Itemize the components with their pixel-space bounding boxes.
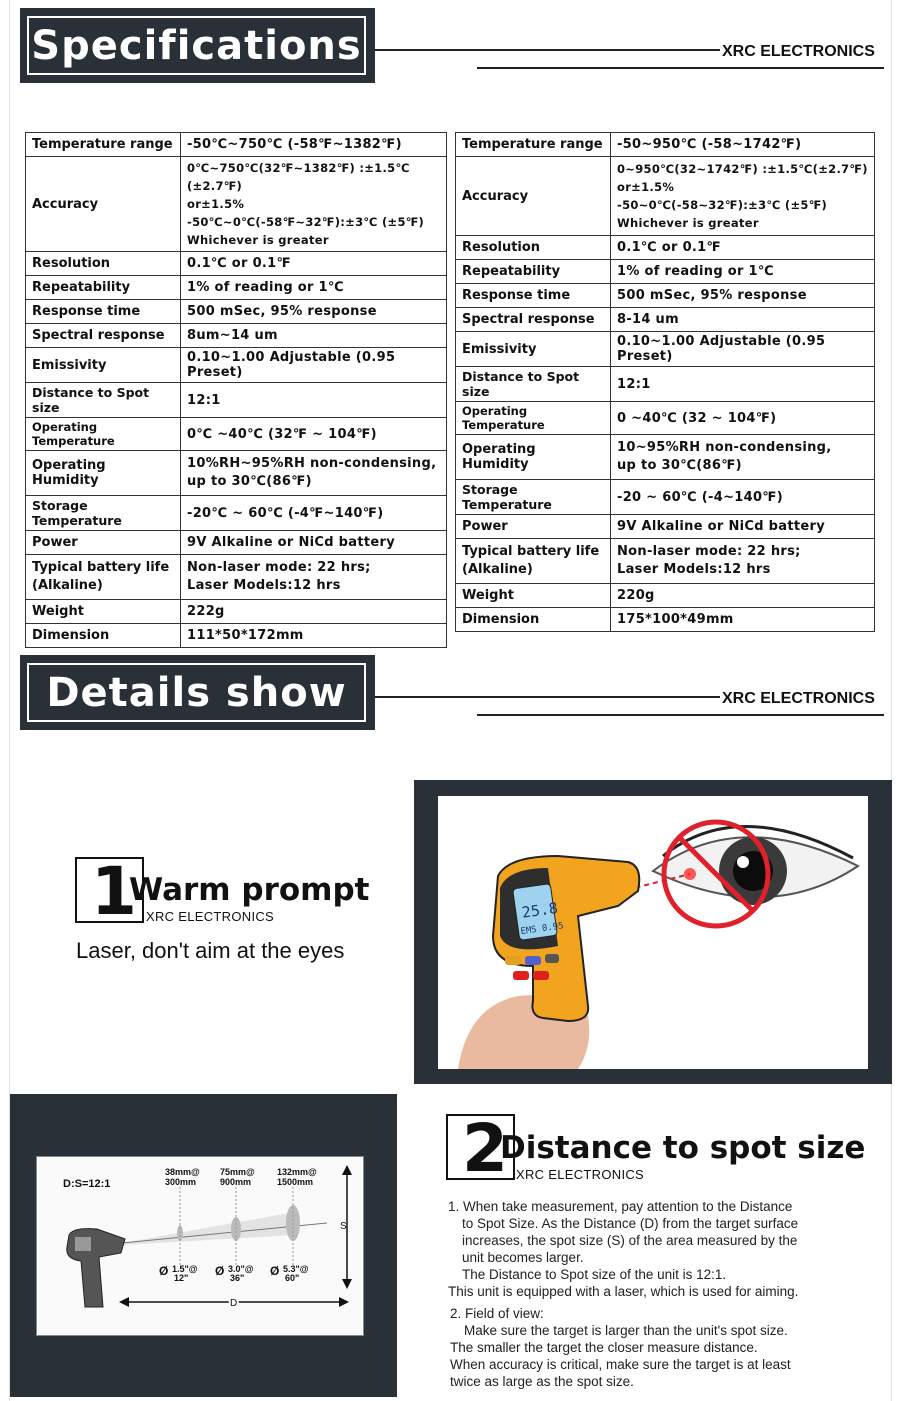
details-title: Details show xyxy=(46,669,347,716)
spec-value: 500 mSec, 95% response xyxy=(611,284,875,308)
spec-row xyxy=(456,435,875,480)
spec-value: 9V Alkaline or NiCd battery xyxy=(181,531,447,555)
dist-text-line: unit becomes larger. xyxy=(462,1250,584,1265)
header-rule xyxy=(375,49,720,51)
spec-key: Weight xyxy=(456,584,611,608)
header-rule-lower xyxy=(477,67,884,69)
ir-thermometer-icon xyxy=(493,856,639,1021)
spec-row xyxy=(26,133,447,157)
spec-value: 12:1 xyxy=(181,383,447,418)
spec-key: Temperature range xyxy=(456,133,611,157)
distance-diagram-frame xyxy=(10,1094,397,1397)
feature1-title: Warm prompt xyxy=(129,872,370,908)
spec-row xyxy=(26,624,447,648)
spec-value: 220g xyxy=(611,584,875,608)
top-label-3b: 1500mm xyxy=(277,1177,314,1187)
spec-key: Emissivity xyxy=(26,348,181,383)
diameter-symbol-2: Ø xyxy=(215,1264,225,1278)
spec-row xyxy=(456,157,875,236)
spec-row xyxy=(456,539,875,584)
spec-key: Operating Humidity xyxy=(26,451,181,496)
spec-row xyxy=(456,260,875,284)
spec-row xyxy=(456,133,875,157)
spec-value: 0.1℃ or 0.1℉ xyxy=(611,236,875,260)
feature1-number: 1 xyxy=(91,853,137,930)
spec-key: Typical battery life (Alkaline) xyxy=(26,555,181,600)
spec-value: 8-14 um xyxy=(611,308,875,332)
bottom-label-2b: 36" xyxy=(230,1273,245,1283)
specifications-header-frame xyxy=(27,16,366,75)
d-label: D xyxy=(230,1298,238,1309)
spec-value: 10%RH~95%RH non-condensing, up to 30℃(86℉) xyxy=(181,451,447,496)
spec-key: Resolution xyxy=(26,252,181,276)
spec-row xyxy=(26,157,447,252)
spec-value: 0.10~1.00 Adjustable (0.95 Preset) xyxy=(611,332,875,367)
spec-key: Emissivity xyxy=(456,332,611,367)
dist-text-line: When accuracy is critical, make sure the target is at least xyxy=(450,1357,791,1372)
spec-row xyxy=(456,608,875,632)
spec-key: Weight xyxy=(26,600,181,624)
product-detail-page xyxy=(9,0,892,1401)
display-temp: 25.8 xyxy=(520,898,560,922)
top-label-2b: 900mm xyxy=(220,1177,252,1187)
spec-key: Response time xyxy=(26,300,181,324)
dist-text-line: Make sure the target is larger than the unit's spot size. xyxy=(464,1323,788,1338)
spec-key: Dimension xyxy=(26,624,181,648)
distance-spot-diagram xyxy=(37,1157,364,1336)
bottom-label-1a: 1.5"@ xyxy=(172,1264,198,1274)
feature1-brand: XRC ELECTRONICS xyxy=(146,909,275,924)
warning-photo-frame xyxy=(414,780,892,1084)
dist-text-line: The smaller the target the closer measure distance. xyxy=(450,1340,758,1355)
diameter-symbol-3: Ø xyxy=(270,1264,280,1278)
dist-text-line: increases, the spot size (S) of the area measured by the xyxy=(462,1233,798,1248)
spec-value: 0℃~750℃(32℉~1382℉) :±1.5℃(±2.7℉) or±1.5% -50℃~0℃(-58℉~32℉):±3℃ (±5℉) Whichever is greater xyxy=(181,157,447,252)
spec-row xyxy=(456,284,875,308)
spec-row xyxy=(456,308,875,332)
spec-value: 1% of reading or 1℃ xyxy=(611,260,875,284)
dist-text-line: 1. When take measurement, pay attention to the Distance xyxy=(448,1199,793,1214)
dist-text-line: This unit is equipped with a laser, which is used for aiming. xyxy=(448,1284,799,1299)
thermometer-silhouette-icon xyxy=(67,1229,125,1307)
specifications-title: Specifications xyxy=(31,22,362,69)
spec-value: 1% of reading or 1℃ xyxy=(181,276,447,300)
ratio-label: D:S=12:1 xyxy=(63,1178,111,1190)
spec-brand-label: XRC ELECTRONICS xyxy=(722,43,875,60)
distance-diagram xyxy=(36,1156,364,1336)
spec-value: 111*50*172mm xyxy=(181,624,447,648)
spec-key: Repeatability xyxy=(26,276,181,300)
feature2-brand: XRC ELECTRONICS xyxy=(516,1167,645,1182)
spec-value: -20℃ ~ 60℃ (-4℉~140℉) xyxy=(181,496,447,531)
spec-key: Temperature range xyxy=(26,133,181,157)
spec-key: Power xyxy=(456,515,611,539)
spec-value: 0.1℃ or 0.1℉ xyxy=(181,252,447,276)
spec-key: Power xyxy=(26,531,181,555)
bottom-label-1b: 12" xyxy=(174,1273,189,1283)
spec-key: Repeatability xyxy=(456,260,611,284)
spec-row xyxy=(26,418,447,451)
spec-key: Operating Temperature xyxy=(456,402,611,435)
spec-value: 9V Alkaline or NiCd battery xyxy=(611,515,875,539)
spec-row xyxy=(26,383,447,418)
dist-text-line: to Spot Size. As the Distance (D) from the target surface xyxy=(462,1216,799,1231)
bottom-label-3b: 60" xyxy=(285,1273,300,1283)
details-header xyxy=(20,655,375,730)
spec-table-right xyxy=(455,132,875,632)
warning-photo xyxy=(438,796,868,1069)
spec-value: 0 ~40℃ (32 ~ 104℉) xyxy=(611,402,875,435)
bottom-label-3a: 5.3"@ xyxy=(283,1264,309,1274)
spec-key: Accuracy xyxy=(456,157,611,236)
spec-value: 8um~14 um xyxy=(181,324,447,348)
spec-value: Non-laser mode: 22 hrs; Laser Models:12 hrs xyxy=(181,555,447,600)
spec-key: Operating Humidity xyxy=(456,435,611,480)
spec-row xyxy=(456,367,875,402)
feature2-number: 2 xyxy=(462,1110,508,1187)
spec-key: Accuracy xyxy=(26,157,181,252)
spec-row xyxy=(26,348,447,383)
spec-key: Spectral response xyxy=(456,308,611,332)
distance-explanation xyxy=(448,1198,888,1390)
spec-table-left xyxy=(25,132,447,648)
spec-key: Spectral response xyxy=(26,324,181,348)
spec-key: Storage Temperature xyxy=(26,496,181,531)
display-ems: EMS 0.95 xyxy=(519,921,565,938)
spec-key: Typical battery life (Alkaline) xyxy=(456,539,611,584)
thermometer-eye-illustration xyxy=(438,796,868,1069)
spec-key: Resolution xyxy=(456,236,611,260)
spec-row xyxy=(456,402,875,435)
spec-value: 0℃ ~40℃ (32℉ ~ 104℉) xyxy=(181,418,447,451)
dist-text-line: twice as large as the spot size. xyxy=(450,1374,634,1389)
spec-row xyxy=(456,584,875,608)
spec-value: Non-laser mode: 22 hrs; Laser Models:12 hrs xyxy=(611,539,875,584)
details-brand-label: XRC ELECTRONICS xyxy=(722,690,875,707)
spec-row xyxy=(26,496,447,531)
feature2-title: Distance to spot size xyxy=(500,1130,866,1166)
spec-key: Operating Temperature xyxy=(26,418,181,451)
dist-text-line: 2. Field of view: xyxy=(450,1306,544,1321)
diameter-symbol-1: Ø xyxy=(159,1264,169,1278)
details-header-frame xyxy=(27,663,366,722)
feature1-description: Laser, don't aim at the eyes xyxy=(76,938,345,963)
spec-value: -50℃~750℃ (-58℉~1382℉) xyxy=(181,133,447,157)
spec-row xyxy=(26,531,447,555)
spec-key: Distance to Spot size xyxy=(456,367,611,402)
top-label-3a: 132mm@ xyxy=(277,1167,317,1177)
top-label-2a: 75mm@ xyxy=(220,1167,255,1177)
spec-value: 0~950℃(32~1742℉) :±1.5℃(±2.7℉) or±1.5% -50~0℃(-58~32℉):±3℃ (±5℉) Whichever is greater xyxy=(611,157,875,236)
spec-value: 10~95%RH non-condensing, up to 30℃(86℉) xyxy=(611,435,875,480)
spec-key: Distance to Spot size xyxy=(26,383,181,418)
details-rule xyxy=(375,696,720,698)
dist-text-line: The Distance to Spot size of the unit is 12:1. xyxy=(462,1267,727,1282)
spec-key: Dimension xyxy=(456,608,611,632)
spec-row xyxy=(456,236,875,260)
details-rule-lower xyxy=(477,714,884,716)
spec-value: 175*100*49mm xyxy=(611,608,875,632)
spec-value: 500 mSec, 95% response xyxy=(181,300,447,324)
spec-row xyxy=(26,324,447,348)
laser-dot xyxy=(684,868,696,880)
spec-value: 0.10~1.00 Adjustable (0.95 Preset) xyxy=(181,348,447,383)
spec-value: 12:1 xyxy=(611,367,875,402)
spec-row xyxy=(26,555,447,600)
spec-value: -50~950℃ (-58~1742℉) xyxy=(611,133,875,157)
spec-row xyxy=(26,451,447,496)
spec-row xyxy=(456,332,875,367)
spec-row xyxy=(456,515,875,539)
spec-key: Response time xyxy=(456,284,611,308)
spec-row xyxy=(456,480,875,515)
top-label-1a: 38mm@ xyxy=(165,1167,200,1177)
spec-row xyxy=(26,276,447,300)
spec-row xyxy=(26,300,447,324)
top-label-1b: 300mm xyxy=(165,1177,197,1187)
spec-value: -20 ~ 60℃ (-4~140℉) xyxy=(611,480,875,515)
spec-value: 222g xyxy=(181,600,447,624)
spec-row xyxy=(26,600,447,624)
spec-key: Storage Temperature xyxy=(456,480,611,515)
specifications-header xyxy=(20,8,375,83)
spec-row xyxy=(26,252,447,276)
s-label: S xyxy=(340,1221,347,1232)
bottom-label-2a: 3.0"@ xyxy=(228,1264,254,1274)
